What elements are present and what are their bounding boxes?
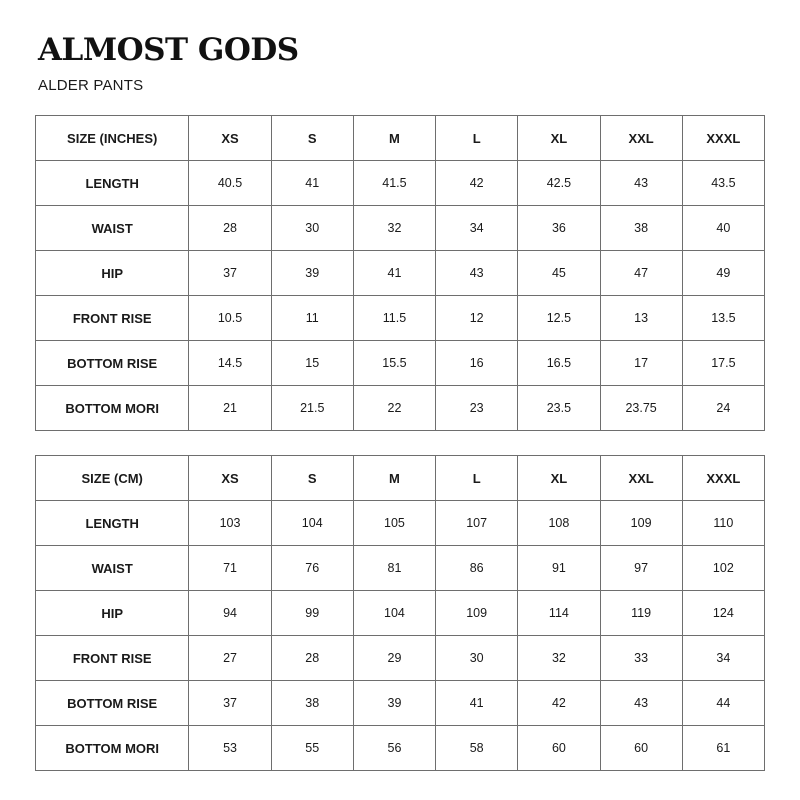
table-cell: 104 <box>353 591 435 636</box>
table-cell: 24 <box>682 386 764 431</box>
table-cell: 15 <box>271 341 353 386</box>
size-header-label: SIZE (INCHES) <box>36 116 189 161</box>
table-cell: 30 <box>271 206 353 251</box>
measurement-label: HIP <box>36 251 189 296</box>
measurement-label: FRONT RISE <box>36 636 189 681</box>
table-cell: 41 <box>436 681 518 726</box>
measurement-label: LENGTH <box>36 501 189 546</box>
table-cell: 34 <box>682 636 764 681</box>
brand-title: ALMOST GODS <box>38 32 299 68</box>
table-cell: 45 <box>518 251 600 296</box>
table-cell: 27 <box>189 636 271 681</box>
measurement-label: FRONT RISE <box>36 296 189 341</box>
measurement-label: BOTTOM RISE <box>36 681 189 726</box>
table-cell: 28 <box>271 636 353 681</box>
size-chart-inches <box>35 115 765 431</box>
measurement-label: BOTTOM MORI <box>36 726 189 771</box>
size-column-header: XXL <box>600 456 682 501</box>
table-cell: 56 <box>353 726 435 771</box>
table-cell: 58 <box>436 726 518 771</box>
size-column-header: XL <box>518 116 600 161</box>
measurement-label: WAIST <box>36 206 189 251</box>
table-cell: 43 <box>436 251 518 296</box>
product-name: ALDER PANTS <box>38 77 144 94</box>
table-cell: 16 <box>436 341 518 386</box>
table-row <box>36 636 765 681</box>
table-row <box>36 341 765 386</box>
table-cell: 91 <box>518 546 600 591</box>
size-header-label: SIZE (CM) <box>36 456 189 501</box>
size-column-header: XXL <box>600 116 682 161</box>
table-cell: 23.75 <box>600 386 682 431</box>
header-row <box>36 116 765 161</box>
table-cell: 11 <box>271 296 353 341</box>
table-cell: 124 <box>682 591 764 636</box>
size-column-header: M <box>353 116 435 161</box>
size-column-header: M <box>353 456 435 501</box>
table-cell: 43 <box>600 681 682 726</box>
table-cell: 110 <box>682 501 764 546</box>
table-cell: 105 <box>353 501 435 546</box>
table-row <box>36 546 765 591</box>
table-cell: 43 <box>600 161 682 206</box>
table-cell: 21.5 <box>271 386 353 431</box>
size-column-header: XXXL <box>682 456 764 501</box>
table-row <box>36 591 765 636</box>
table-cell: 49 <box>682 251 764 296</box>
measurement-label: BOTTOM MORI <box>36 386 189 431</box>
header-row <box>36 456 765 501</box>
table-cell: 81 <box>353 546 435 591</box>
table-cell: 108 <box>518 501 600 546</box>
table-cell: 44 <box>682 681 764 726</box>
size-column-header: XL <box>518 456 600 501</box>
table-cell: 97 <box>600 546 682 591</box>
measurement-label: BOTTOM RISE <box>36 341 189 386</box>
table-cell: 14.5 <box>189 341 271 386</box>
size-column-header: XS <box>189 456 271 501</box>
size-column-header: S <box>271 116 353 161</box>
table-cell: 32 <box>518 636 600 681</box>
table-cell: 104 <box>271 501 353 546</box>
table-cell: 42 <box>436 161 518 206</box>
table-cell: 17 <box>600 341 682 386</box>
table-cell: 41 <box>271 161 353 206</box>
size-column-header: XXXL <box>682 116 764 161</box>
table-cell: 12.5 <box>518 296 600 341</box>
table-cell: 60 <box>518 726 600 771</box>
table-row <box>36 206 765 251</box>
table-cell: 41 <box>353 251 435 296</box>
table-cell: 38 <box>271 681 353 726</box>
size-column-header: XS <box>189 116 271 161</box>
table-cell: 33 <box>600 636 682 681</box>
size-column-header: L <box>436 116 518 161</box>
table-cell: 36 <box>518 206 600 251</box>
table-cell: 55 <box>271 726 353 771</box>
table-cell: 37 <box>189 251 271 296</box>
table-cell: 12 <box>436 296 518 341</box>
table-cell: 109 <box>600 501 682 546</box>
table-cell: 37 <box>189 681 271 726</box>
table-cell: 42.5 <box>518 161 600 206</box>
table-cell: 61 <box>682 726 764 771</box>
table-cell: 13.5 <box>682 296 764 341</box>
table-cell: 30 <box>436 636 518 681</box>
table-cell: 43.5 <box>682 161 764 206</box>
table-cell: 114 <box>518 591 600 636</box>
table-cell: 60 <box>600 726 682 771</box>
table-cell: 23.5 <box>518 386 600 431</box>
table-cell: 76 <box>271 546 353 591</box>
table-cell: 10.5 <box>189 296 271 341</box>
table-cell: 40.5 <box>189 161 271 206</box>
table-cell: 103 <box>189 501 271 546</box>
table-cell: 17.5 <box>682 341 764 386</box>
table-row <box>36 161 765 206</box>
table-cell: 34 <box>436 206 518 251</box>
table-cell: 21 <box>189 386 271 431</box>
table-cell: 29 <box>353 636 435 681</box>
size-chart-cm <box>35 455 765 771</box>
table-cell: 32 <box>353 206 435 251</box>
table-cell: 94 <box>189 591 271 636</box>
table-cell: 22 <box>353 386 435 431</box>
table-cell: 107 <box>436 501 518 546</box>
size-column-header: L <box>436 456 518 501</box>
table-row <box>36 296 765 341</box>
table-row <box>36 501 765 546</box>
table-cell: 41.5 <box>353 161 435 206</box>
table-cell: 109 <box>436 591 518 636</box>
table-row <box>36 251 765 296</box>
table-cell: 15.5 <box>353 341 435 386</box>
table-cell: 16.5 <box>518 341 600 386</box>
table-cell: 42 <box>518 681 600 726</box>
table-cell: 39 <box>271 251 353 296</box>
table-row <box>36 726 765 771</box>
table-cell: 47 <box>600 251 682 296</box>
table-cell: 28 <box>189 206 271 251</box>
table-cell: 13 <box>600 296 682 341</box>
measurement-label: LENGTH <box>36 161 189 206</box>
table-cell: 86 <box>436 546 518 591</box>
table-cell: 23 <box>436 386 518 431</box>
table-cell: 11.5 <box>353 296 435 341</box>
table-cell: 102 <box>682 546 764 591</box>
table-cell: 40 <box>682 206 764 251</box>
table-cell: 39 <box>353 681 435 726</box>
table-cell: 38 <box>600 206 682 251</box>
table-row <box>36 386 765 431</box>
table-cell: 119 <box>600 591 682 636</box>
table-cell: 53 <box>189 726 271 771</box>
size-column-header: S <box>271 456 353 501</box>
measurement-label: WAIST <box>36 546 189 591</box>
table-cell: 99 <box>271 591 353 636</box>
table-row <box>36 681 765 726</box>
table-cell: 71 <box>189 546 271 591</box>
measurement-label: HIP <box>36 591 189 636</box>
